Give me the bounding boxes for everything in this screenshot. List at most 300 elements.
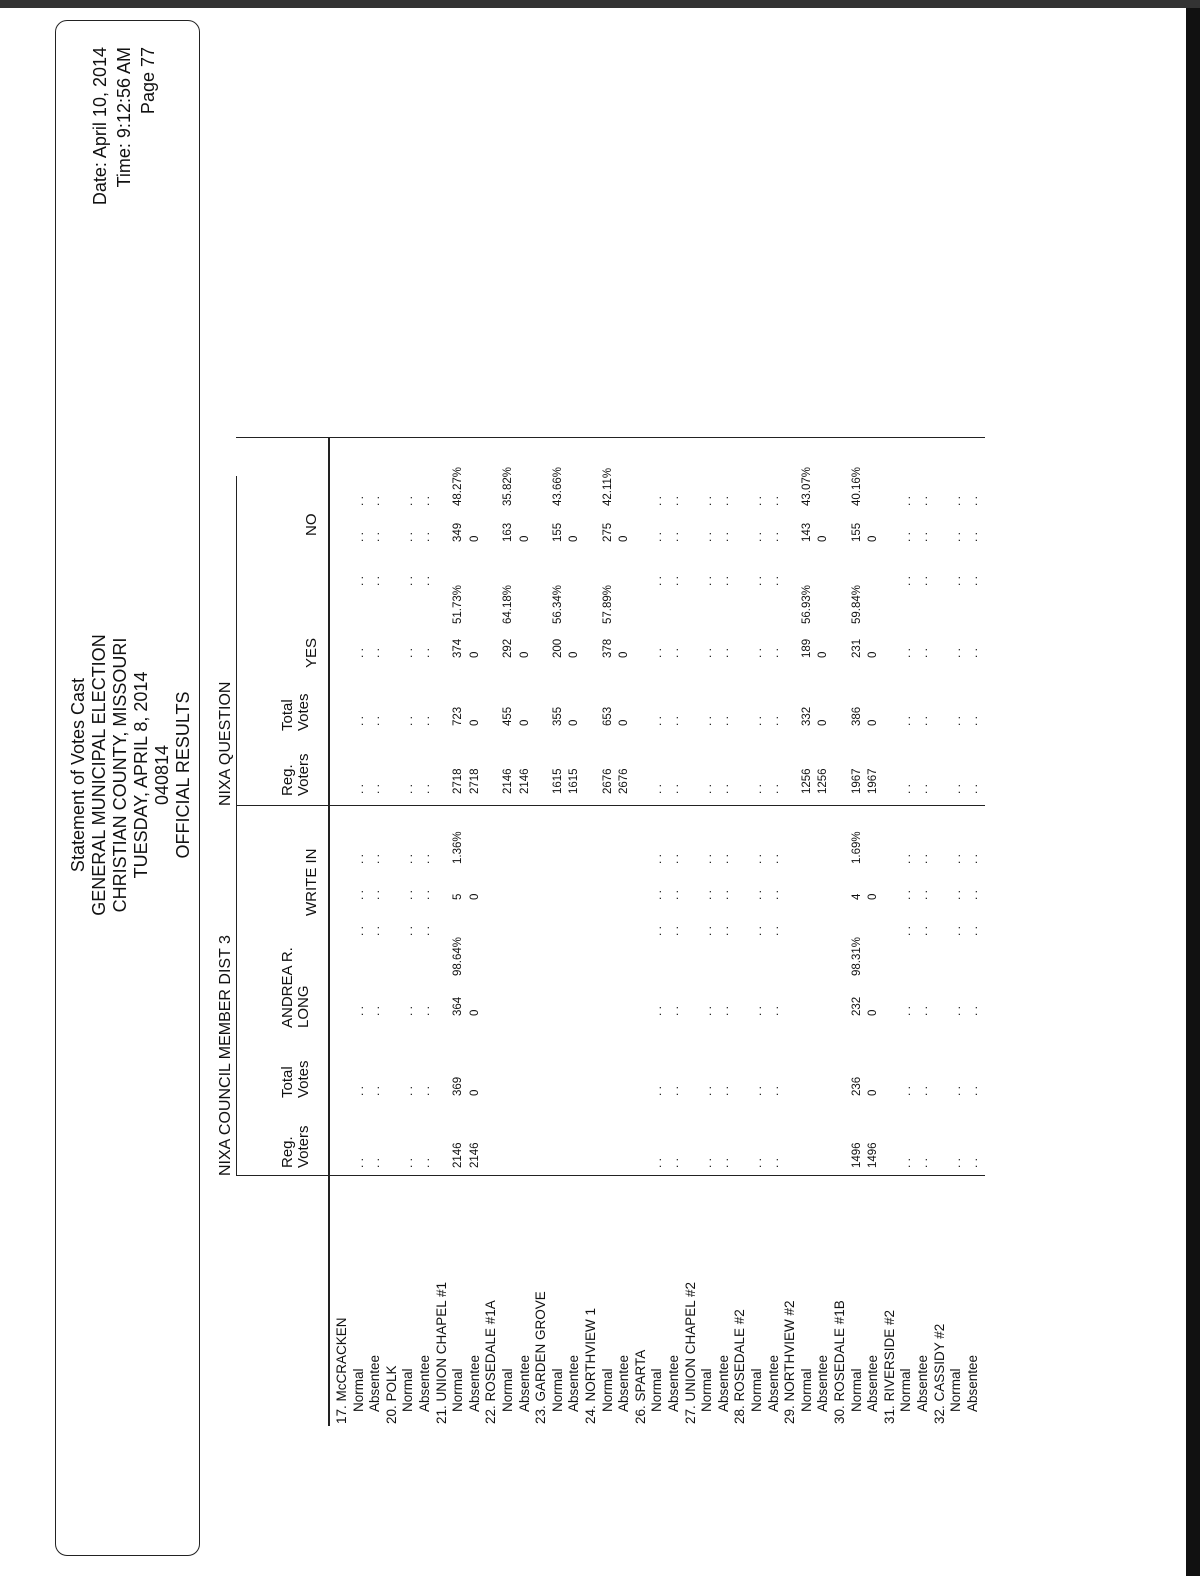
placeholder-dots: . . — [650, 647, 665, 658]
placeholder-dots: . . — [766, 1085, 781, 1096]
precinct-label: 31. RIVERSIDE #2 — [881, 1309, 897, 1424]
vote-type-label: Normal — [699, 1368, 715, 1412]
placeholder-dots: . . — [667, 853, 681, 864]
placeholder-dots: . . — [949, 783, 964, 794]
report-title: Statement of Votes Cast — [68, 677, 88, 873]
vote-type-label: Normal — [798, 1368, 814, 1412]
placeholder-dots: . . — [700, 715, 715, 726]
table-right-edge — [236, 437, 985, 438]
placeholder-dots: . . — [965, 531, 980, 542]
vote-type-label: Absentee — [964, 1354, 980, 1412]
cell-q-yes-pct: 56.34% — [551, 584, 564, 624]
cell-c-wi-pct: 1.69% — [850, 831, 863, 864]
vote-type-label: Normal — [450, 1368, 466, 1412]
placeholder-dots: . . — [916, 495, 930, 506]
placeholder-dots: . . — [916, 783, 930, 794]
placeholder-dots: . . — [700, 853, 715, 864]
vote-type-label: Absentee — [616, 1354, 632, 1412]
vote-type-label: Normal — [599, 1368, 615, 1412]
cell-c-wi: 4 — [850, 893, 863, 900]
vote-type-label: Normal — [948, 1368, 964, 1412]
cell-q-reg: 2146 — [502, 768, 514, 794]
cell-q-tot: 386 — [850, 706, 863, 726]
placeholder-dots: . . — [401, 575, 416, 586]
cell-q-tot: 455 — [502, 706, 514, 726]
placeholder-dots: . . — [368, 889, 383, 900]
placeholder-dots: . . — [766, 495, 781, 506]
council-section-title: NIXA COUNCIL MEMBER DIST 3 — [217, 935, 234, 1176]
cell-c-reg: 1496 — [850, 1142, 863, 1168]
cell-c-wi: 5 — [452, 893, 465, 900]
placeholder-dots: . . — [716, 1157, 731, 1168]
placeholder-dots: . . — [766, 889, 781, 900]
report-time: Time: 9:12:56 AM — [114, 47, 134, 188]
placeholder-dots: . . — [899, 1005, 914, 1016]
placeholder-dots: . . — [750, 1157, 764, 1168]
placeholder-dots: . . — [965, 715, 980, 726]
vote-type-label: Absentee — [815, 1354, 831, 1412]
placeholder-dots: . . — [401, 889, 416, 900]
placeholder-dots: . . — [700, 925, 715, 936]
placeholder-dots: . . — [716, 925, 731, 936]
placeholder-dots: . . — [700, 575, 715, 586]
cell-q-reg: 1256 — [817, 768, 830, 794]
placeholder-dots: . . — [667, 1085, 681, 1096]
placeholder-dots: . . — [716, 715, 731, 726]
cell-q-tot: 355 — [551, 706, 564, 726]
placeholder-dots: . . — [401, 783, 416, 794]
cell-c-wi: 0 — [867, 893, 880, 900]
question-section-divider — [236, 805, 985, 806]
vote-type-label: Absentee — [715, 1354, 731, 1412]
placeholder-dots: . . — [401, 853, 416, 864]
placeholder-dots: . . — [916, 1157, 930, 1168]
cell-q-tot: 0 — [618, 719, 631, 726]
placeholder-dots: . . — [750, 715, 764, 726]
cell-q-reg: 2718 — [452, 768, 465, 794]
placeholder-dots: . . — [750, 853, 764, 864]
placeholder-dots: . . — [750, 925, 764, 936]
precinct-label: 20. POLK — [383, 1365, 399, 1424]
placeholder-dots: . . — [368, 1085, 383, 1096]
cell-q-yes: 200 — [551, 638, 564, 658]
vote-type-label: Normal — [898, 1368, 914, 1412]
cell-q-yes: 231 — [850, 638, 863, 658]
scan-border-right — [0, 0, 1200, 8]
cell-q-tot: 332 — [800, 706, 813, 726]
placeholder-dots: . . — [368, 575, 383, 586]
precinct-label: 21. UNION CHAPEL #1 — [433, 1281, 449, 1424]
placeholder-dots: . . — [667, 783, 681, 794]
placeholder-dots: . . — [368, 495, 383, 506]
placeholder-dots: . . — [766, 531, 781, 542]
placeholder-dots: . . — [351, 715, 366, 726]
placeholder-dots: . . — [368, 925, 383, 936]
vote-type-label: Absentee — [915, 1354, 930, 1412]
precinct-label: 24. NORTHVIEW 1 — [583, 1307, 598, 1424]
cell-q-tot: 653 — [601, 706, 614, 726]
vote-type-label: Normal — [400, 1368, 416, 1412]
cell-q-yes: 0 — [568, 651, 581, 658]
vote-type-label: Normal — [549, 1368, 565, 1412]
placeholder-dots: . . — [650, 925, 665, 936]
placeholder-dots: . . — [667, 925, 681, 936]
placeholder-dots: . . — [667, 495, 681, 506]
cell-q-reg: 1256 — [800, 768, 813, 794]
placeholder-dots: . . — [750, 647, 764, 658]
council-col-total-votes: Total Votes — [279, 1060, 312, 1098]
precinct-label: 29. NORTHVIEW #2 — [782, 1300, 798, 1424]
vote-type-label: Absentee — [417, 1354, 432, 1412]
placeholder-dots: . . — [401, 531, 416, 542]
placeholder-dots: . . — [418, 531, 432, 542]
placeholder-dots: . . — [351, 1085, 366, 1096]
vote-type-label: Absentee — [666, 1354, 681, 1412]
cell-c-long-pct: 98.31% — [850, 936, 863, 976]
placeholder-dots: . . — [965, 647, 980, 658]
placeholder-dots: . . — [418, 715, 432, 726]
placeholder-dots: . . — [766, 925, 781, 936]
placeholder-dots: . . — [351, 925, 366, 936]
cell-q-no-pct: 42.11% — [601, 467, 614, 506]
cell-q-reg: 1967 — [850, 768, 863, 794]
cell-q-yes: 0 — [468, 651, 481, 658]
placeholder-dots: . . — [716, 889, 731, 900]
vote-type-label: Absentee — [865, 1354, 881, 1412]
vote-type-label: Normal — [500, 1368, 515, 1412]
placeholder-dots: . . — [949, 495, 964, 506]
vote-type-label: Normal — [749, 1368, 764, 1412]
cell-q-reg: 2146 — [518, 768, 531, 794]
precinct-label: 30. ROSEDALE #1B — [832, 1300, 847, 1424]
council-col-write-in: WRITE IN — [303, 848, 320, 916]
cell-q-reg: 1615 — [551, 768, 564, 794]
cell-q-tot: 0 — [817, 719, 830, 726]
placeholder-dots: . . — [965, 575, 980, 586]
placeholder-dots: . . — [700, 1005, 715, 1016]
placeholder-dots: . . — [418, 1005, 432, 1016]
placeholder-dots: . . — [650, 783, 665, 794]
vote-type-label: Normal — [848, 1368, 864, 1412]
cell-q-no-pct: 40.16% — [850, 466, 863, 506]
placeholder-dots: . . — [351, 495, 366, 506]
placeholder-dots: . . — [418, 647, 432, 658]
cell-c-tot: 0 — [468, 1089, 481, 1096]
placeholder-dots: . . — [650, 715, 665, 726]
placeholder-dots: . . — [700, 647, 715, 658]
placeholder-dots: . . — [899, 889, 914, 900]
placeholder-dots: . . — [965, 1085, 980, 1096]
vote-type-label: Absentee — [466, 1354, 482, 1412]
placeholder-dots: . . — [916, 647, 930, 658]
precinct-label: 32. CASSIDY #2 — [931, 1323, 947, 1424]
placeholder-dots: . . — [401, 495, 416, 506]
placeholder-dots: . . — [667, 575, 681, 586]
cell-q-yes: 292 — [502, 638, 514, 658]
placeholder-dots: . . — [916, 531, 930, 542]
placeholder-dots: . . — [916, 575, 930, 586]
placeholder-dots: . . — [899, 1085, 914, 1096]
placeholder-dots: . . — [750, 531, 764, 542]
placeholder-dots: . . — [650, 1157, 665, 1168]
page-number: Page 77 — [138, 47, 158, 115]
cell-q-reg: 2718 — [468, 768, 481, 794]
placeholder-dots: . . — [700, 783, 715, 794]
cell-q-yes: 0 — [618, 651, 631, 658]
report-meta — [88, 47, 160, 205]
cell-q-no: 155 — [850, 522, 863, 542]
placeholder-dots: . . — [949, 925, 964, 936]
cell-c-wi-pct: 1.36% — [452, 831, 465, 864]
cell-c-reg: 2146 — [452, 1142, 465, 1168]
placeholder-dots: . . — [667, 1157, 681, 1168]
question-col-no: NO — [303, 513, 320, 536]
cell-q-reg: 2676 — [618, 768, 631, 794]
placeholder-dots: . . — [750, 889, 764, 900]
placeholder-dots: . . — [899, 853, 914, 864]
placeholder-dots: . . — [949, 715, 964, 726]
placeholder-dots: . . — [965, 889, 980, 900]
placeholder-dots: . . — [401, 1157, 416, 1168]
cell-q-tot: 0 — [468, 719, 481, 726]
placeholder-dots: . . — [750, 783, 764, 794]
placeholder-dots: . . — [750, 1085, 764, 1096]
placeholder-dots: . . — [368, 783, 383, 794]
cell-q-no-pct: 43.07% — [800, 466, 813, 506]
placeholder-dots: . . — [916, 1005, 930, 1016]
placeholder-dots: . . — [351, 853, 366, 864]
cell-q-reg: 2676 — [601, 768, 614, 794]
placeholder-dots: . . — [949, 1085, 964, 1096]
placeholder-dots: . . — [650, 495, 665, 506]
placeholder-dots: . . — [351, 783, 366, 794]
placeholder-dots: . . — [650, 1085, 665, 1096]
cell-q-no: 0 — [817, 535, 830, 542]
placeholder-dots: . . — [418, 1085, 432, 1096]
placeholder-dots: . . — [700, 531, 715, 542]
election-code: 040814 — [152, 744, 172, 806]
cell-q-yes: 0 — [817, 651, 830, 658]
placeholder-dots: . . — [766, 647, 781, 658]
council-section-divider — [236, 1175, 985, 1176]
cell-q-yes: 189 — [800, 638, 813, 658]
question-col-reg-voters: Reg. Voters — [279, 753, 312, 796]
cell-q-no: 0 — [867, 535, 880, 542]
vote-type-label: Absentee — [566, 1354, 582, 1412]
placeholder-dots: . . — [401, 925, 416, 936]
precinct-label: 27. UNION CHAPEL #2 — [682, 1281, 698, 1424]
county-name: CHRISTIAN COUNTY, MISSOURI — [110, 637, 130, 913]
placeholder-dots: . . — [750, 575, 764, 586]
council-header-rule — [236, 476, 237, 1176]
precinct-label: 22. ROSEDALE #1A — [483, 1300, 499, 1424]
placeholder-dots: . . — [716, 783, 731, 794]
placeholder-dots: . . — [716, 647, 731, 658]
placeholder-dots: . . — [418, 925, 432, 936]
placeholder-dots: . . — [716, 575, 731, 586]
cell-q-no: 275 — [601, 522, 614, 542]
placeholder-dots: . . — [949, 647, 964, 658]
placeholder-dots: . . — [351, 889, 366, 900]
cell-c-long: 364 — [452, 996, 465, 1016]
council-col-andrea-long: ANDREA R. LONG — [279, 947, 312, 1028]
placeholder-dots: . . — [716, 495, 731, 506]
placeholder-dots: . . — [965, 783, 980, 794]
placeholder-dots: . . — [899, 925, 914, 936]
placeholder-dots: . . — [368, 715, 383, 726]
cell-c-long: 0 — [867, 1009, 880, 1016]
election-date: TUESDAY, APRIL 8, 2014 — [131, 671, 151, 879]
cell-q-yes-pct: 56.93% — [800, 584, 813, 624]
cell-c-tot: 369 — [452, 1076, 465, 1096]
placeholder-dots: . . — [949, 1157, 964, 1168]
cell-c-wi: 0 — [468, 893, 481, 900]
placeholder-dots: . . — [418, 853, 432, 864]
placeholder-dots: . . — [368, 647, 383, 658]
placeholder-dots: . . — [700, 495, 715, 506]
vote-type-label: Normal — [649, 1368, 665, 1412]
placeholder-dots: . . — [965, 1005, 980, 1016]
placeholder-dots: . . — [965, 495, 980, 506]
cell-c-tot: 0 — [867, 1089, 880, 1096]
placeholder-dots: . . — [916, 1085, 930, 1096]
cell-q-yes: 0 — [518, 651, 531, 658]
placeholder-dots: . . — [700, 1085, 715, 1096]
placeholder-dots: . . — [667, 715, 681, 726]
placeholder-dots: . . — [716, 1085, 731, 1096]
vote-type-label: Normal — [350, 1368, 366, 1412]
placeholder-dots: . . — [401, 1005, 416, 1016]
placeholder-dots: . . — [667, 889, 681, 900]
placeholder-dots: . . — [916, 715, 930, 726]
cell-c-long-pct: 98.64% — [452, 936, 465, 976]
placeholder-dots: . . — [766, 575, 781, 586]
cell-q-yes-pct: 59.84% — [850, 584, 863, 624]
placeholder-dots: . . — [899, 647, 914, 658]
cell-q-tot: 0 — [867, 719, 880, 726]
cell-q-no: 0 — [468, 535, 481, 542]
vote-type-label: Absentee — [765, 1354, 781, 1412]
placeholder-dots: . . — [916, 889, 930, 900]
placeholder-dots: . . — [351, 531, 366, 542]
placeholder-dots: . . — [650, 575, 665, 586]
cell-q-yes: 0 — [867, 651, 880, 658]
placeholder-dots: . . — [899, 1157, 914, 1168]
placeholder-dots: . . — [899, 575, 914, 586]
election-name: GENERAL MUNICIPAL ELECTION — [89, 634, 109, 916]
placeholder-dots: . . — [650, 889, 665, 900]
placeholder-dots: . . — [700, 889, 715, 900]
placeholder-dots: . . — [418, 783, 432, 794]
precinct-label: 26. SPARTA — [632, 1349, 648, 1424]
cell-c-tot: 236 — [850, 1076, 863, 1096]
placeholder-dots: . . — [949, 889, 964, 900]
cell-q-no: 349 — [452, 522, 465, 542]
cell-c-long: 0 — [468, 1009, 481, 1016]
placeholder-dots: . . — [949, 853, 964, 864]
cell-q-tot: 723 — [452, 706, 465, 726]
question-col-total-votes: Total Votes — [279, 693, 312, 731]
cell-q-no: 143 — [800, 522, 813, 542]
report-date: Date: April 10, 2014 — [90, 47, 110, 206]
placeholder-dots: . . — [700, 1157, 715, 1168]
cell-q-no: 155 — [551, 522, 564, 542]
question-section-title: NIXA QUESTION — [217, 681, 234, 806]
council-col-reg-voters: Reg. Voters — [279, 1125, 312, 1168]
placeholder-dots: . . — [368, 853, 383, 864]
placeholder-dots: . . — [965, 1157, 980, 1168]
placeholder-dots: . . — [650, 853, 665, 864]
placeholder-dots: . . — [418, 575, 432, 586]
results-status: OFFICIAL RESULTS — [173, 691, 193, 859]
placeholder-dots: . . — [351, 575, 366, 586]
placeholder-dots: . . — [750, 1005, 764, 1016]
placeholder-dots: . . — [368, 531, 383, 542]
placeholder-dots: . . — [667, 1005, 681, 1016]
placeholder-dots: . . — [716, 531, 731, 542]
cell-q-tot: 0 — [568, 719, 581, 726]
placeholder-dots: . . — [766, 783, 781, 794]
placeholder-dots: . . — [899, 783, 914, 794]
placeholder-dots: . . — [418, 495, 432, 506]
placeholder-dots: . . — [418, 889, 432, 900]
placeholder-dots: . . — [899, 531, 914, 542]
cell-q-yes-pct: 57.89% — [601, 584, 614, 624]
report-header — [55, 20, 200, 1556]
precinct-label: 28. ROSEDALE #2 — [732, 1309, 748, 1424]
placeholder-dots: . . — [949, 1005, 964, 1016]
cell-q-tot: 0 — [518, 719, 531, 726]
placeholder-dots: . . — [949, 575, 964, 586]
precinct-label: 23. GARDEN GROVE — [533, 1291, 549, 1424]
placeholder-dots: . . — [667, 647, 681, 658]
cell-q-yes-pct: 51.73% — [452, 584, 465, 624]
cell-c-reg: 1496 — [867, 1142, 880, 1168]
placeholder-dots: . . — [351, 1157, 366, 1168]
question-col-yes: YES — [303, 637, 320, 668]
placeholder-dots: . . — [949, 531, 964, 542]
cell-q-reg: 1615 — [568, 768, 581, 794]
cell-c-reg: 2146 — [468, 1142, 481, 1168]
placeholder-dots: . . — [667, 531, 681, 542]
placeholder-dots: . . — [401, 715, 416, 726]
placeholder-dots: . . — [965, 925, 980, 936]
placeholder-dots: . . — [351, 1005, 366, 1016]
cell-q-yes-pct: 64.18% — [502, 584, 514, 624]
cell-q-no: 0 — [618, 535, 631, 542]
cell-q-yes: 374 — [452, 638, 465, 658]
cell-q-reg: 1967 — [867, 768, 880, 794]
placeholder-dots: . . — [916, 925, 930, 936]
precinct-label: 17. McCRACKEN — [334, 1317, 349, 1424]
placeholder-dots: . . — [766, 1157, 781, 1168]
placeholder-dots: . . — [401, 1085, 416, 1096]
cell-q-yes: 378 — [601, 638, 614, 658]
vote-type-label: Absentee — [516, 1354, 532, 1412]
placeholder-dots: . . — [650, 531, 665, 542]
vote-type-label: Absentee — [367, 1354, 383, 1412]
placeholder-dots: . . — [965, 853, 980, 864]
cell-q-no-pct: 48.27% — [452, 466, 465, 506]
placeholder-dots: . . — [916, 853, 930, 864]
placeholder-dots: . . — [418, 1157, 432, 1168]
placeholder-dots: . . — [899, 715, 914, 726]
placeholder-dots: . . — [766, 715, 781, 726]
cell-q-no: 0 — [518, 535, 531, 542]
placeholder-dots: . . — [351, 647, 366, 658]
column-header-rule — [328, 438, 330, 1426]
placeholder-dots: . . — [650, 1005, 665, 1016]
